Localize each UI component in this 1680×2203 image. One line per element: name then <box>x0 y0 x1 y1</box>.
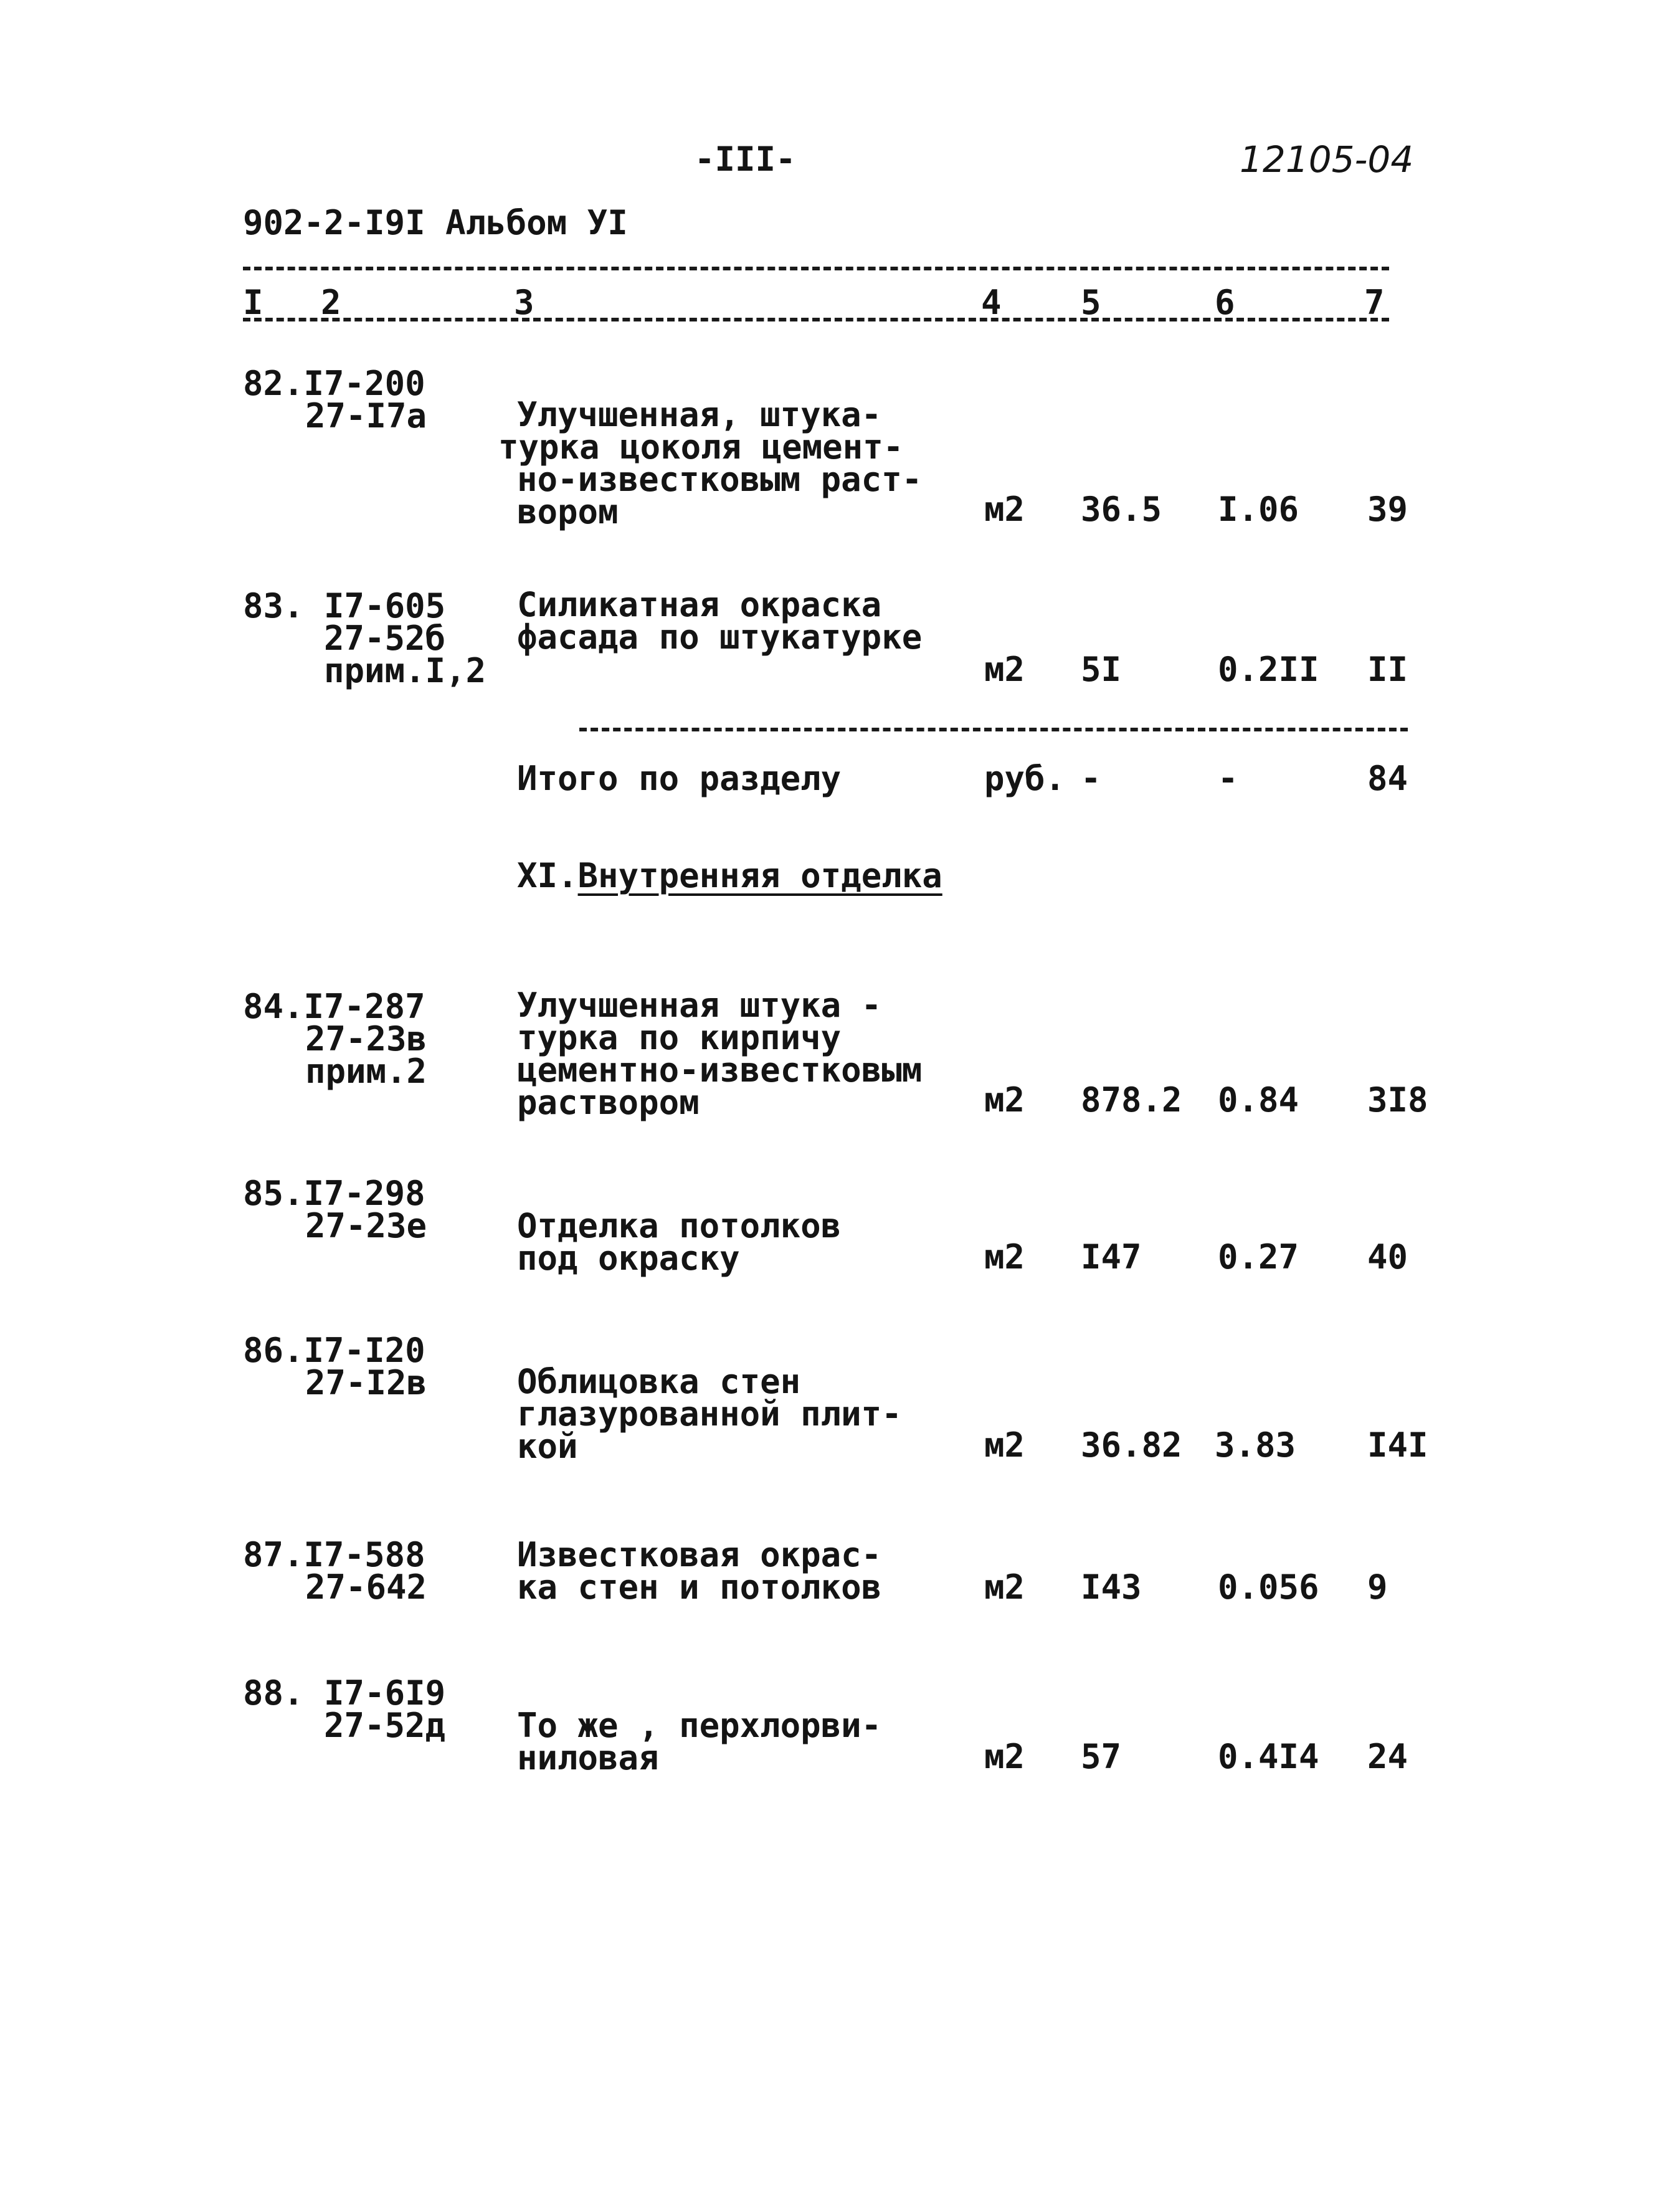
row-total: 40 <box>1367 1237 1408 1277</box>
row-total: II <box>1367 650 1408 689</box>
row-unit-price: 0.27 <box>1218 1237 1299 1277</box>
row-unit-price: 0.056 <box>1218 1568 1319 1607</box>
row-unit: м2 <box>984 490 1025 529</box>
header-top-rule <box>243 267 1389 270</box>
row-total: 39 <box>1367 490 1408 529</box>
row-quantity: 878.2 <box>1081 1080 1182 1120</box>
row-description-line: цементно-известковым <box>517 1050 923 1090</box>
document-title: 902-2-I9I Альбом УI <box>243 203 628 242</box>
row-unit: м2 <box>984 1080 1025 1120</box>
row-unit: м2 <box>984 650 1025 689</box>
row-unit: м2 <box>984 1568 1025 1607</box>
row-code: прим.I,2 <box>324 651 486 690</box>
row-description-line: вором <box>517 492 619 531</box>
row-description-line: Известковая окрас- <box>517 1535 882 1574</box>
row-description-line: турка цоколя цемент- <box>498 427 904 467</box>
row-quantity: I47 <box>1081 1237 1142 1277</box>
subtotal-unit: руб. <box>984 759 1066 798</box>
column-number-5: 5 <box>1081 283 1101 322</box>
row-unit: м2 <box>984 1237 1025 1277</box>
row-code: 27-52д <box>324 1706 446 1745</box>
row-description-line: под окраску <box>517 1239 740 1278</box>
row-description-line: Облицовка стен <box>517 1362 801 1401</box>
column-number-3: 3 <box>514 283 534 322</box>
row-description-line: ниловая <box>517 1738 659 1777</box>
row-code: прим.2 <box>305 1052 427 1091</box>
row-code: 27-23в <box>305 1019 427 1059</box>
row-position: 84.I7-287 <box>243 987 425 1026</box>
row-description-line: фасада по штукатурке <box>517 617 923 657</box>
row-position: 86.I7-I20 <box>243 1331 425 1370</box>
row-unit: м2 <box>984 1425 1025 1465</box>
subtotal-price: - <box>1218 759 1238 798</box>
column-number-2: 2 <box>321 283 341 322</box>
row-description-line: Силикатная окраска <box>517 585 882 624</box>
row-position: 85.I7-298 <box>243 1174 425 1213</box>
row-code: 27-23е <box>305 1206 427 1245</box>
row-description-line: глазурованной плит- <box>517 1394 902 1434</box>
row-unit-price: 0.84 <box>1218 1080 1299 1120</box>
row-position: 88. I7-6I9 <box>243 1673 446 1713</box>
row-total: I4I <box>1367 1425 1428 1465</box>
subtotal-rule <box>579 728 1408 731</box>
row-description-line: раствором <box>517 1083 700 1122</box>
column-number-6: 6 <box>1215 283 1235 322</box>
row-unit: м2 <box>984 1737 1025 1776</box>
row-unit-price: 0.4I4 <box>1218 1737 1319 1776</box>
column-number-1: I <box>243 283 263 322</box>
row-quantity: 5I <box>1081 650 1122 689</box>
row-unit-price: 0.2II <box>1218 650 1319 689</box>
section-number: XI. <box>517 856 578 895</box>
row-total: 24 <box>1367 1737 1408 1776</box>
row-total: 3I8 <box>1367 1080 1428 1120</box>
section-heading <box>517 856 942 895</box>
row-code: 27-52б <box>324 619 446 658</box>
row-description-line: Отделка потолков <box>517 1206 842 1245</box>
row-description-line: ка стен и потолков <box>517 1568 882 1607</box>
page-number: -III- <box>695 140 796 179</box>
row-total: 9 <box>1367 1568 1388 1607</box>
row-description-line: но-известковым раст- <box>517 460 923 499</box>
row-description-line: кой <box>517 1427 578 1466</box>
row-quantity: I43 <box>1081 1568 1142 1607</box>
row-description-line: Улучшенная, штука- <box>517 395 882 434</box>
subtotal-quantity: - <box>1081 759 1101 798</box>
subtotal-label: Итого по разделу <box>517 759 842 798</box>
row-quantity: 36.5 <box>1081 490 1162 529</box>
column-number-7: 7 <box>1364 283 1385 322</box>
column-number-4: 4 <box>981 283 1002 322</box>
row-unit-price: I.06 <box>1218 490 1299 529</box>
row-code: 27-642 <box>305 1568 427 1607</box>
row-position: 82.I7-200 <box>243 364 425 403</box>
handwritten-doc-code: 12105-04 <box>1240 138 1414 181</box>
row-description-line: То же , перхлорви- <box>517 1706 882 1745</box>
subtotal-total: 84 <box>1367 759 1408 798</box>
row-description-line: Улучшенная штука - <box>517 986 882 1025</box>
row-position: 87.I7-588 <box>243 1535 425 1574</box>
row-quantity: 57 <box>1081 1737 1122 1776</box>
row-quantity: 36.82 <box>1081 1425 1182 1465</box>
row-position: 83. I7-605 <box>243 586 446 626</box>
row-code: 27-I2в <box>305 1363 427 1402</box>
section-title: Внутренняя отделка <box>577 856 942 895</box>
row-description-line: турка по кирпичу <box>517 1018 842 1057</box>
row-unit-price: 3.83 <box>1215 1425 1296 1465</box>
row-code: 27-I7а <box>305 396 427 435</box>
